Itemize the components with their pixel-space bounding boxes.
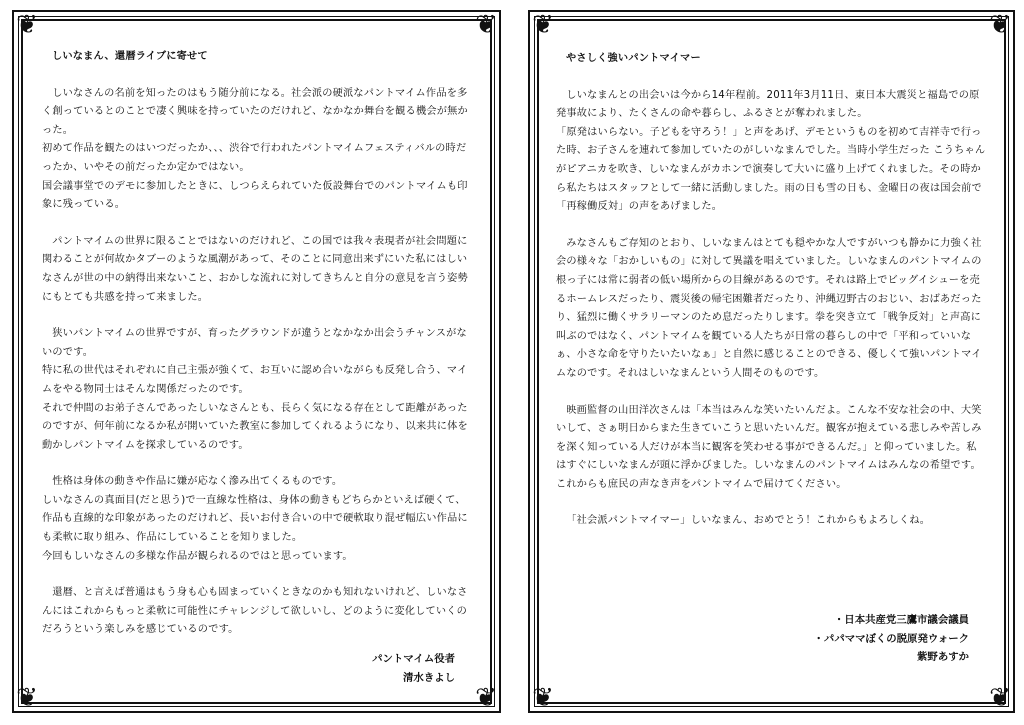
letter-body <box>556 50 987 531</box>
corner-ornament-icon: ❦ <box>532 10 554 40</box>
signature: ・日本共産党三鷹市議会議員 ・パパママぼくの脱原発ウォーク 紫野あすか <box>813 614 969 664</box>
paragraph: しいなまんとの出会いは今から14年程前。2011年3月11日、東日本大震災と福島での原発事故により、たくさんの命や暮らし、ふるさとが奪われました。 「原発はいらない。子どもを守ろう！」と声をあげ、デモというものを初めて吉祥寺で行った時、お子さんを連れて参加していたのがしいなまんでした。当時小学生だった こうちゃんがピアニカを吹き、しいなまんがカホンで演奏して大いに盛り上げてくれました。その時から私たちはスタッフとして一緒に活動しました。雨の日も雪の日も、金曜日の夜は国会前で「再稼働反対」の声をあげました。 <box>556 89 986 213</box>
corner-ornament-icon: ❦ <box>532 683 554 713</box>
corner-ornament-icon: ❦ <box>475 683 497 713</box>
letter-title: しいなまん、還暦ライブに寄せて <box>52 51 208 62</box>
paragraph: 映画監督の山田洋次さんは「本当はみんな笑いたいんだよ。こんな不安な社会の中、大笑いして、さぁ明日からまた生きていこうと思いたいんだ。観客が抱えている悲しみや苦しみを深く知っている人だけが本当に観客を笑わせる事ができるんだ。」と仰っていました。私はすぐにしいなまんが頭に浮かびました。しいなまんのパントマイムはみんなの希望です。これからも庶民の声なき声をパントマイムで届けてください。 <box>556 404 982 490</box>
paragraph: 「社会派パントマイマー」しいなまん、おめでとう！これからもよろしくね。 <box>566 515 931 527</box>
corner-ornament-icon: ❦ <box>989 683 1011 713</box>
right-page <box>528 10 1015 713</box>
letter-body <box>42 48 471 640</box>
left-page <box>12 10 501 713</box>
corner-ornament-icon: ❦ <box>16 683 38 713</box>
letter-title: やさしく強いパントマイマー <box>566 53 701 64</box>
paragraph: パントマイムの世界に限ることではないのだけれど、この国では我々表現者が社会問題に関わることが何故かタブーのような風潮があって、そのことに同意出来ずにいた私にはしいなさんが世の中の納得出来ないこと、おかしな流れに対してきちんと自分の意見を言う姿勢にもとても共感を持って来ました。 <box>42 235 468 303</box>
paragraph: みなさんもご存知のとおり、しいなまんはとても穏やかな人ですがいつも静かに力強く社会の様々な「おかしいもの」に対して異議を唱えていました。しいなまんのパントマイムの根っ子には常に弱者の低い場所からの目線があるのです。それは路上でビッグイシューを売るホームレスだったり、震災後の帰宅困難者だったり、沖縄辺野古のおじい、おばあだったり、猛烈に働くサラリーマンのため息だったりします。拳を突き立て「戦争反対」と声高に叫ぶのではなく、パントマイムを観ている人たちが日常の暮らしの中で「平和っていいなぁ、小さな命を守りたいたいなぁ」と自然に感じることのできる、優しくて強いパントマイムなのです。それはしいなまんという人間そのものです。 <box>556 237 982 379</box>
paragraph: 狭いパントマイムの世界ですが、育ったグラウンドが違うとなかなか出会うチャンスがないのです。 特に私の世代はそれぞれに自己主張が強くて、お互いに認め合いながらも反発し合う、マイムをやる物同士はそんな関係だったのです。 それで仲間のお弟子さんであったしいなさんとも、長らく気になる存在として距離があったのですが、何年前になるか私が開いていた教室に参加してくれるようになり、以来共に体を動かしパントマイムを探求しているのです。 <box>42 328 468 451</box>
paragraph: 性格は身体の動きや作品に嫌が応なく滲み出てくるものです。 しいなさんの真面目(だと思う)で一直線な性格は、身体の動きもどちらかといえば硬くて、作品も直線的な印象があったのだけれど、長いお付き合いの中で硬軟取り混ぜ幅広い作品にも柔軟に取り組み、作品にしていることを知りました。 今回もしいなさんの多様な作品が観られるのではと思っています。 <box>42 476 468 562</box>
corner-ornament-icon: ❦ <box>475 10 497 40</box>
paragraph: 還暦、と言えば普通はもう身も心も固まっていくときなのかも知れないけれど、しいなさんにはこれからもっと柔軟に可能性にチャレンジして欲しいし、どのように変化していくのだろうという楽しみを感じているのです。 <box>42 587 468 636</box>
paragraph: しいなさんの名前を知ったのはもう随分前になる。社会派の硬派なパントマイム作品を多く創っているとのことで凄く興味を持っていたのだけれど、なかなか舞台を観る機会が無かった。 初めて作品を観たのはいつだったか、、、渋谷で行われたパントマイムフェスティバルの時だったか、いやその前だったか定かではない。 国会議事堂でのデモに参加したときに、しつらえられていた仮設舞台でのパントマイムも印象に残っている。 <box>42 87 468 211</box>
corner-ornament-icon: ❦ <box>16 10 38 40</box>
corner-ornament-icon: ❦ <box>989 10 1011 40</box>
signature: パントマイム役者 清水きよし <box>372 653 455 684</box>
